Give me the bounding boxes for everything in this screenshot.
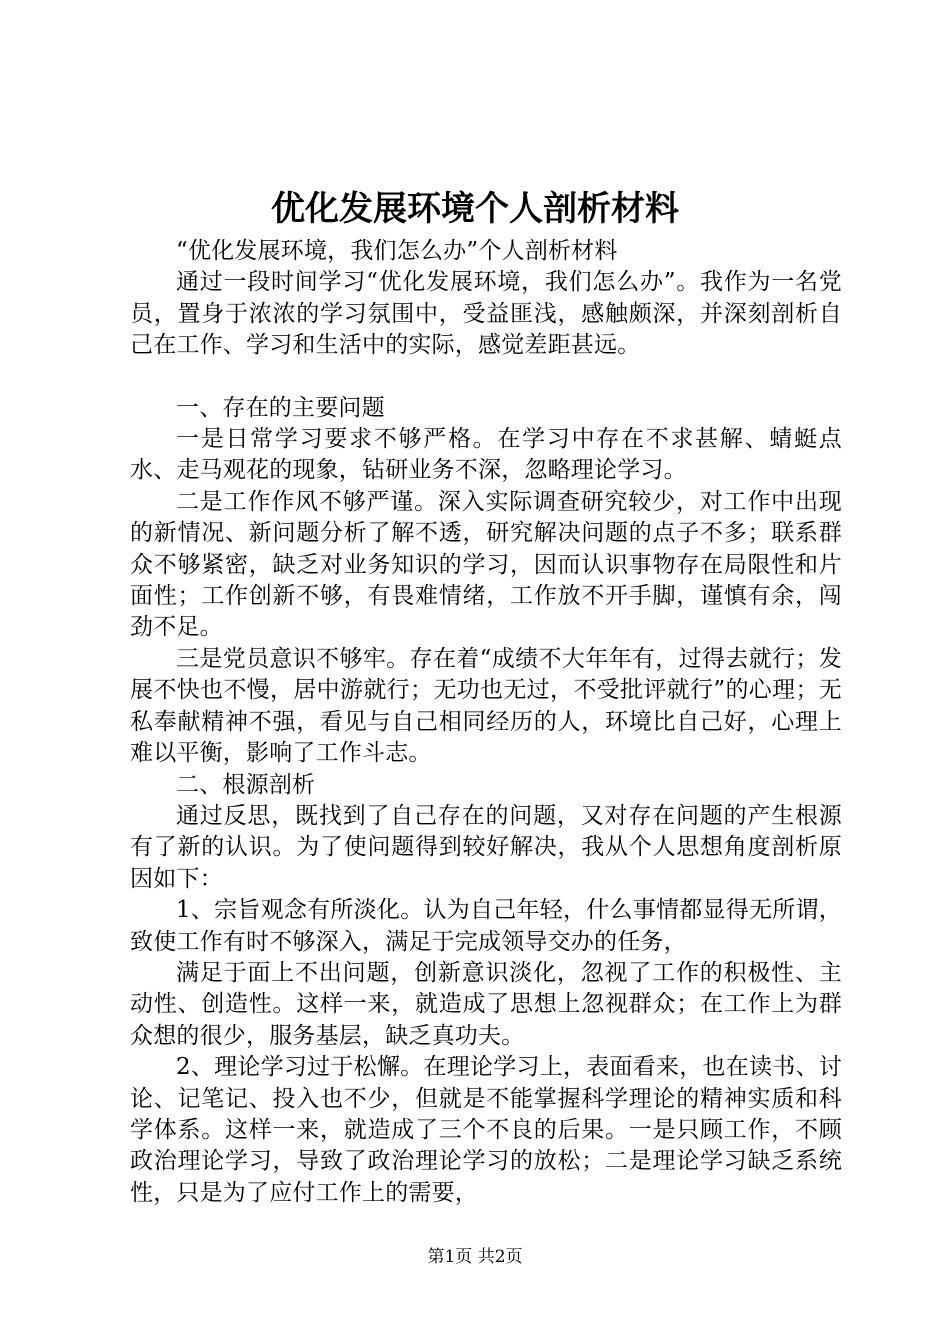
- body-paragraph: 通过反思，既找到了自己存在的问题，又对存在问题的产生根源有了新的认识。为了使问题得到较好解决，我从个人思想角度剖析原因如下：: [130, 802, 842, 892]
- body-paragraph: 三是党员意识不够牢。存在着“成绩不大年年有，过得去就行；发展不快也不慢，居中游就行；无功也无过，不受批评就行”的心理；无私奉献精神不强，看见与自己相同经历的人，环境比自己好，心理上难以平衡，影响了工作斗志。: [130, 645, 842, 767]
- body-paragraph: 二是工作作风不够严谨。深入实际调查研究较少，对工作中出现的新情况、新问题分析了解不透，研究解决问题的点子不多；联系群众不够紧密，缺乏对业务知识的学习，因而认识事物存在局限性和片面性；工作创新不够，有畏难情绪，工作放不开手脚，谨慎有余，闯劲不足。: [130, 488, 842, 641]
- section-heading: 一、存在的主要问题: [176, 394, 385, 421]
- page-title: 优化发展环境个人剖析材料: [271, 189, 679, 229]
- body-paragraph: 满足于面上不出问题，创新意识淡化，忽视了工作的积极性、主动性、创造性。这样一来，就造成了思想上忽视群众；在工作上为群众想的很少，服务基层，缺乏真功夫。: [130, 959, 842, 1049]
- page-footer: 第1页 共2页: [427, 1247, 523, 1267]
- body-paragraph: 一是日常学习要求不够严格。在学习中存在不求甚解、蜻蜓点水、走马观花的现象，钻研业务不深，忽略理论学习。: [130, 426, 842, 484]
- body-paragraph: 1、宗旨观念有所淡化。认为自己年轻，什么事情都显得无所谓，致使工作有时不够深入，满足于完成领导交办的任务，: [130, 897, 842, 955]
- body-paragraph: 通过一段时间学习“优化发展环境，我们怎么办”。我作为一名党员，置身于浓浓的学习氛围中，受益匪浅，感触颇深，并深刻剖析自己在工作、学习和生活中的实际，感觉差距甚远。: [130, 269, 842, 359]
- section-heading: 二、根源剖析: [176, 771, 316, 798]
- subtitle-paragraph: “优化发展环境，我们怎么办”个人剖析材料: [176, 238, 618, 264]
- document-body: [130, 236, 842, 1209]
- body-paragraph: 2、理论学习过于松懈。在理论学习上，表面看来，也在读书、讨论、记笔记、投入也不少，但就是不能掌握科学理论的精神实质和科学体系。这样一来，就造成了三个不良的后果。一是只顾工作，不顾政治理论学习，导致了政治理论学习的放松；二是理论学习缺乏系统性，只是为了应付工作上的需要，: [130, 1054, 842, 1206]
